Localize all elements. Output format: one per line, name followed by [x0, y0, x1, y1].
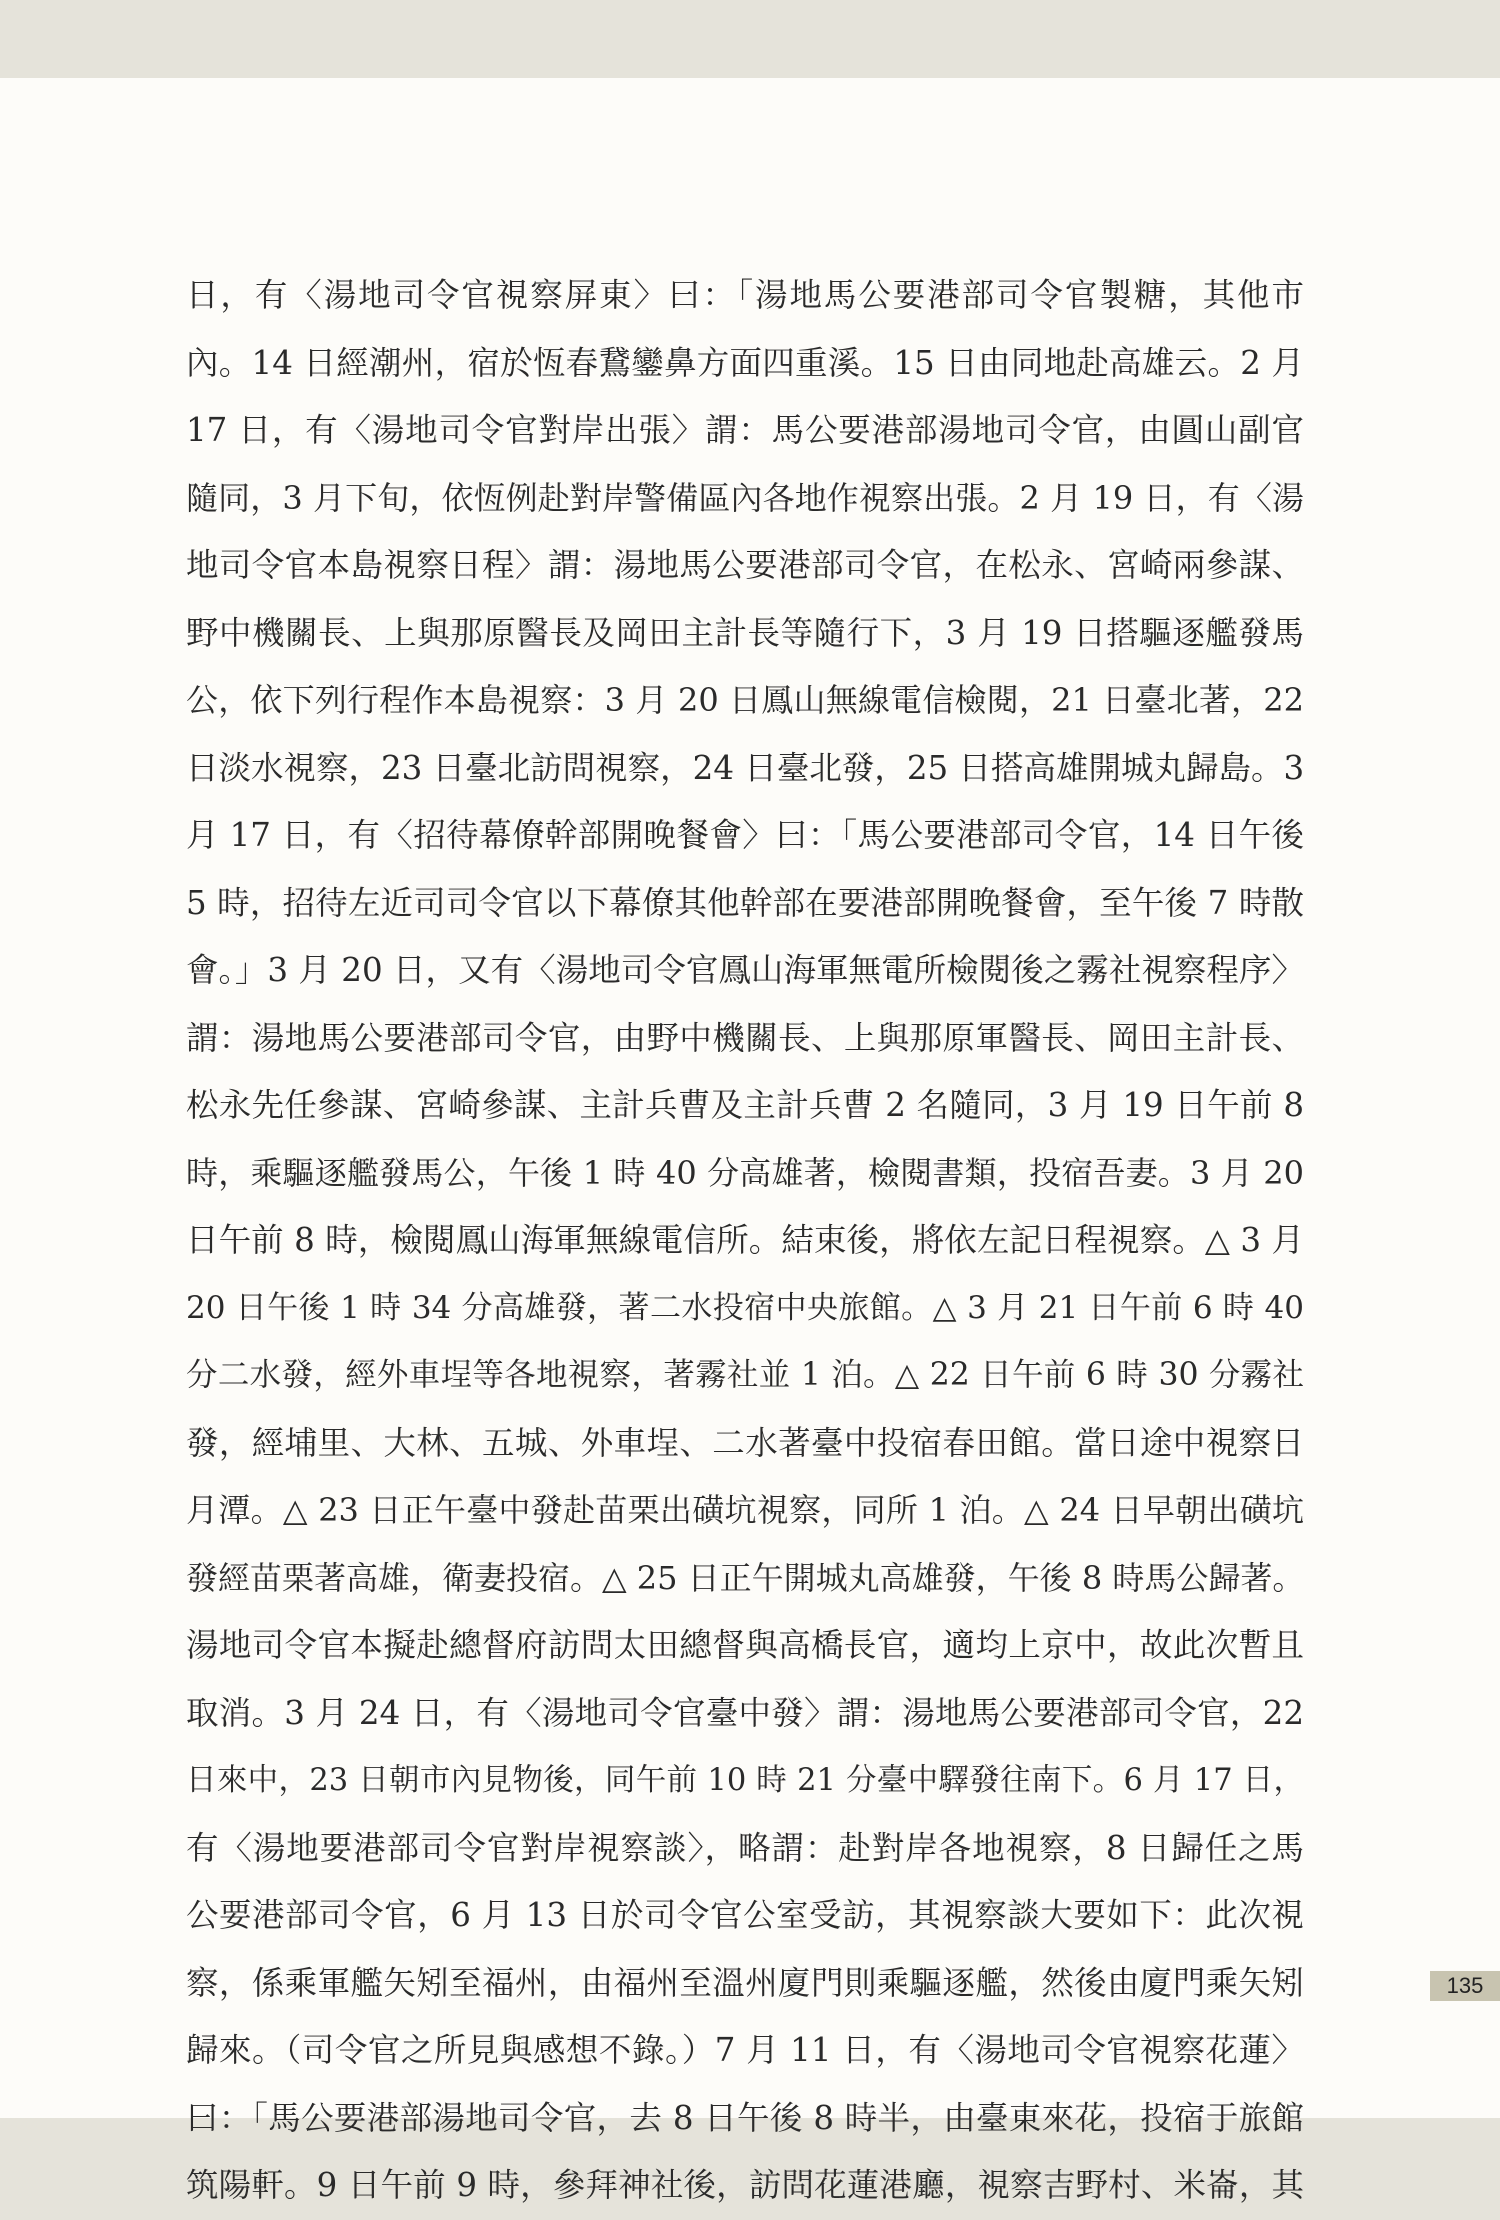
text-line: 察，係乘軍艦矢矧至福州，由福州至溫州廈門則乘驅逐艦，然後由廈門乘矢矧: [186, 1963, 1304, 2002]
text-line: 日午前 8 時，檢閱鳳山海軍無線電信所。結束後，將依左記日程視察。△ 3 月: [186, 1221, 1304, 1259]
text-line: 歸來。（司令官之所見與感想不錄。）7 月 11 日，有〈湯地司令官視察花蓮〉: [186, 2031, 1304, 2069]
text-line: 內。14 日經潮州，宿於恆春鵞鑾鼻方面四重溪。15 日由同地赴高雄云。2 月: [186, 343, 1304, 382]
text-line: 有〈湯地要港部司令官對岸視察談〉，略謂：赴對岸各地視察，8 日歸任之馬: [186, 1828, 1304, 1867]
text-line: 發經苗栗著高雄，衛妻投宿。△ 25 日正午開城丸高雄發，午後 8 時馬公歸著。: [186, 1558, 1305, 1597]
text-line: 隨同，3 月下旬，依恆例赴對岸警備區內各地作視察出張。2 月 19 日，有〈湯: [186, 478, 1304, 517]
text-line: 日來中，23 日朝市內見物後，同午前 10 時 21 分臺中驛發往南下。6 月 17 日，: [186, 1763, 1304, 1798]
text-line: 取消。3 月 24 日，有〈湯地司令官臺中發〉謂：湯地馬公要港部司令官，22: [186, 1693, 1304, 1732]
text-line: 20 日午後 1 時 34 分高雄發，著二水投宿中央旅館。△ 3 月 21 日午前 6 時 40: [186, 1289, 1304, 1326]
text-line: 曰：「馬公要港部湯地司令官，去 8 日午後 8 時半，由臺東來花，投宿于旅館: [186, 2098, 1304, 2137]
text-line: 湯地司令官本擬赴總督府訪問太田總督與高橋長官，適均上京中，故此次暫且: [186, 1626, 1304, 1664]
text-line: 野中機關長、上與那原醫長及岡田主計長等隨行下，3 月 19 日搭驅逐艦發馬: [186, 613, 1304, 652]
text-line: 月 17 日，有〈招待幕僚幹部開晚餐會〉曰：「馬公要港部司令官，14 日午後: [186, 816, 1304, 854]
page-number: 135: [1430, 1971, 1500, 2001]
text-line: 17 日，有〈湯地司令官對岸出張〉謂：馬公要港部湯地司令官，由圓山副官: [186, 411, 1304, 449]
text-line: 筑陽軒。9 日午前 9 時，參拜神社後，訪問花蓮港廳，視察吉野村、米崙，其: [186, 2166, 1304, 2204]
text-line: 公要港部司令官，6 月 13 日於司令官公室受訪，其視察談大要如下：此次視: [186, 1896, 1304, 1934]
text-line: 5 時，招待左近司司令官以下幕僚其他幹部在要港部開晚餐會，至午後 7 時散: [186, 883, 1304, 922]
text-line: 松永先任參謀、宮崎參謀、主計兵曹及主計兵曹 2 名隨同，3 月 19 日午前 8: [186, 1086, 1304, 1124]
text-line: 發，經埔里、大林、五城、外車埕、二水著臺中投宿春田館。當日途中視察日: [186, 1423, 1304, 1462]
text-line: 會。」3 月 20 日，又有〈湯地司令官鳳山海軍無電所檢閱後之霧社視察程序〉: [186, 951, 1304, 989]
text-line: 謂：湯地馬公要港部司令官，由野中機關長、上與那原軍醫長、岡田主計長、: [186, 1018, 1304, 1057]
text-line: 時，乘驅逐艦發馬公，午後 1 時 40 分高雄著，檢閱書類，投宿吾妻。3 月 20: [186, 1153, 1304, 1192]
text-line: 公，依下列行程作本島視察：3 月 20 日鳳山無線電信檢閱，21 日臺北著，22: [186, 681, 1304, 719]
text-line: 分二水發，經外車埕等各地視察，著霧社並 1 泊。△ 22 日午前 6 時 30 分霧社: [186, 1357, 1304, 1393]
body-text: [186, 262, 1304, 2220]
text-line: 地司令官本島視察日程〉謂：湯地馬公要港部司令官，在松永、宮崎兩參謀、: [186, 546, 1304, 584]
text-line: 日，有〈湯地司令官視察屏東〉曰：「湯地馬公要港部司令官製糖，其他市: [186, 276, 1304, 314]
text-line: 日淡水視察，23 日臺北訪問視察，24 日臺北發，25 日搭高雄開城丸歸島。3: [186, 748, 1305, 787]
text-line: 月潭。△ 23 日正午臺中發赴苗栗出磺坑視察，同所 1 泊。△ 24 日早朝出磺坑: [186, 1491, 1304, 1529]
